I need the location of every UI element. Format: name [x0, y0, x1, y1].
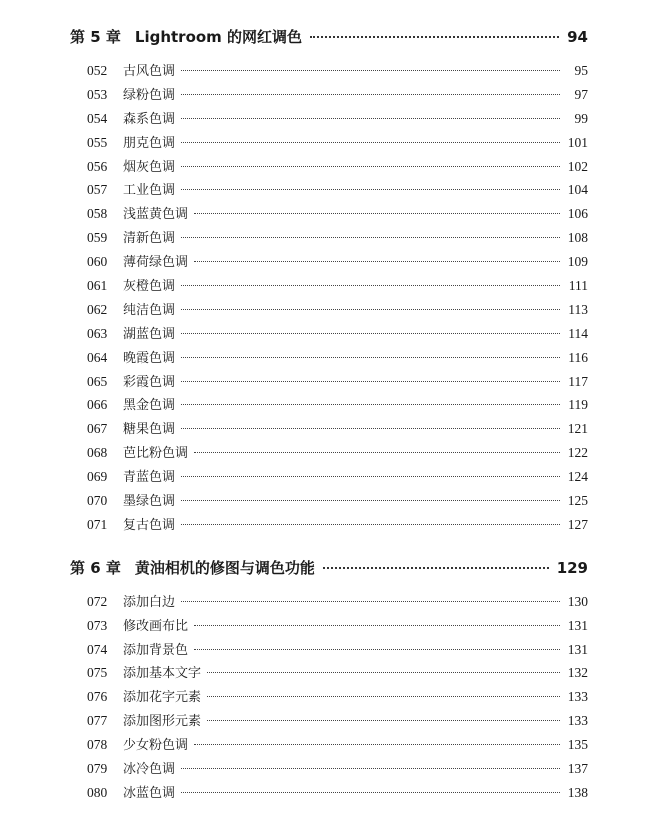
entry-page-number: 104 — [567, 182, 588, 198]
dot-leader — [181, 500, 560, 501]
dot-leader — [181, 70, 560, 71]
dot-leader — [194, 625, 560, 626]
dot-leader — [181, 357, 560, 358]
toc-entry[interactable] — [70, 685, 588, 709]
entry-number: 066 — [87, 397, 108, 413]
entry-number: 079 — [87, 761, 108, 777]
entry-number: 063 — [87, 325, 108, 341]
chapter-number: 第 5 章 — [70, 28, 121, 46]
chapter-entries — [70, 590, 588, 805]
dot-leader — [181, 94, 560, 95]
toc-entry[interactable] — [70, 417, 588, 441]
entry-number: 078 — [87, 737, 108, 753]
dot-leader — [194, 744, 560, 745]
entry-page-number: 95 — [574, 63, 588, 78]
entry-page-number: 124 — [567, 469, 588, 485]
entry-number: 062 — [87, 301, 108, 317]
entry-page-number: 137 — [567, 761, 588, 777]
entry-page-number: 125 — [567, 493, 588, 509]
entry-page-number: 119 — [568, 397, 588, 413]
entry-number: 068 — [87, 445, 108, 461]
entry-title: 少女粉色调 — [123, 738, 189, 754]
entry-title: 添加白边 — [123, 594, 176, 610]
entry-number: 069 — [87, 469, 108, 485]
entry-title: 烟灰色调 — [123, 159, 176, 175]
entry-title: 森系色调 — [123, 111, 176, 127]
entry-title: 添加背景色 — [123, 642, 189, 658]
toc-entry[interactable] — [70, 733, 588, 757]
entry-page-number: 113 — [568, 301, 588, 317]
toc-entry[interactable] — [70, 370, 588, 394]
dot-leader — [181, 524, 560, 525]
dot-leader — [181, 237, 560, 238]
chapter-title: 黄油相机的修图与调色功能 — [134, 558, 315, 577]
entry-page-number: 133 — [567, 713, 588, 729]
entry-title: 芭比粉色调 — [123, 446, 189, 462]
entry-title: 灰橙色调 — [123, 279, 176, 295]
entry-title: 湖蓝色调 — [123, 326, 176, 342]
dot-leader — [181, 792, 560, 793]
dot-leader — [194, 649, 560, 650]
dot-leader — [181, 404, 560, 405]
toc-entry[interactable] — [70, 202, 588, 226]
entry-title: 添加基本文字 — [123, 666, 202, 682]
entry-title: 修改画布比 — [123, 618, 189, 634]
entry-number: 057 — [87, 182, 108, 198]
entry-title: 冰蓝色调 — [123, 785, 176, 801]
toc-entry[interactable] — [70, 781, 588, 805]
toc-entry[interactable] — [70, 322, 588, 346]
entry-number: 075 — [87, 665, 108, 681]
entry-number: 076 — [87, 689, 108, 705]
entry-title: 青蓝色调 — [123, 470, 176, 486]
entry-number: 070 — [87, 493, 108, 509]
entry-page-number: 99 — [574, 110, 588, 126]
toc-entry[interactable] — [70, 59, 588, 83]
dot-leader — [194, 261, 560, 262]
entry-title: 古风色调 — [123, 64, 176, 79]
dot-leader — [323, 567, 549, 569]
entry-page-number: 135 — [567, 737, 588, 753]
entry-page-number: 131 — [567, 641, 588, 657]
toc-entry[interactable] — [70, 83, 588, 107]
chapter-heading[interactable] — [70, 22, 588, 52]
entry-title: 彩霞色调 — [123, 374, 176, 390]
toc-entry[interactable] — [70, 393, 588, 417]
entry-number: 077 — [87, 713, 108, 729]
entry-number: 056 — [87, 158, 108, 174]
toc-entry[interactable] — [70, 614, 588, 638]
chapter-number: 第 6 章 — [70, 558, 121, 577]
dot-leader — [207, 672, 560, 673]
entry-number: 059 — [87, 230, 108, 246]
entry-page-number: 133 — [567, 689, 588, 705]
entry-page-number: 106 — [567, 206, 588, 222]
dot-leader — [181, 381, 560, 382]
toc-entry[interactable] — [70, 250, 588, 274]
chapter-heading[interactable] — [70, 553, 588, 583]
entry-page-number: 114 — [568, 325, 588, 341]
entry-page-number: 102 — [567, 158, 588, 174]
toc-entry[interactable] — [70, 107, 588, 131]
toc-entry[interactable] — [70, 346, 588, 370]
entry-title: 墨绿色调 — [123, 494, 176, 510]
entry-number: 064 — [87, 349, 108, 365]
entry-page-number: 132 — [567, 665, 588, 681]
entry-title: 绿粉色调 — [123, 87, 176, 103]
toc-entry[interactable] — [70, 465, 588, 489]
entry-number: 058 — [87, 206, 108, 222]
entry-number: 053 — [87, 86, 108, 102]
entry-number: 061 — [87, 278, 108, 294]
dot-leader — [207, 696, 560, 697]
entry-page-number: 108 — [567, 230, 588, 246]
dot-leader — [181, 333, 560, 334]
entry-number: 080 — [87, 784, 108, 800]
chapter-page-number: 94 — [567, 28, 588, 46]
dot-leader — [310, 36, 559, 38]
dot-leader — [181, 768, 560, 769]
toc-entry[interactable] — [70, 131, 588, 155]
chapter-title: Lightroom 的网红调色 — [134, 28, 303, 46]
entry-number: 072 — [87, 593, 108, 609]
dot-leader — [181, 166, 560, 167]
entry-number: 065 — [87, 373, 108, 389]
dot-leader — [181, 428, 560, 429]
chapter-entries — [70, 59, 588, 537]
entry-title: 黑金色调 — [123, 398, 176, 414]
entry-number: 074 — [87, 641, 108, 657]
toc-entry[interactable] — [70, 590, 588, 614]
entry-title: 朋克色调 — [123, 135, 176, 151]
entry-title: 工业色调 — [123, 183, 176, 199]
table-of-contents — [70, 22, 588, 805]
dot-leader — [207, 720, 560, 721]
entry-title: 复古色调 — [123, 517, 176, 533]
toc-entry[interactable] — [70, 489, 588, 513]
entry-title: 冰冷色调 — [123, 762, 176, 778]
toc-entry[interactable] — [70, 513, 588, 537]
toc-entry[interactable] — [70, 155, 588, 179]
entry-number: 055 — [87, 134, 108, 150]
toc-entry[interactable] — [70, 274, 588, 298]
toc-entry[interactable] — [70, 638, 588, 662]
entry-page-number: 109 — [567, 254, 588, 270]
entry-page-number: 122 — [567, 445, 588, 461]
dot-leader — [181, 285, 560, 286]
entry-title: 清新色调 — [123, 231, 176, 247]
entry-title: 纯洁色调 — [123, 302, 176, 318]
entry-page-number: 127 — [567, 516, 588, 532]
entry-title: 晚霞色调 — [123, 350, 176, 366]
toc-entry[interactable] — [70, 298, 588, 322]
dot-leader — [181, 601, 560, 602]
entry-number: 067 — [87, 421, 108, 437]
entry-number: 054 — [87, 110, 108, 126]
entry-title: 糖果色调 — [123, 422, 176, 438]
dot-leader — [181, 189, 560, 190]
dot-leader — [194, 213, 560, 214]
toc-entry[interactable] — [70, 661, 588, 685]
entry-title: 薄荷绿色调 — [123, 255, 189, 271]
entry-page-number: 131 — [567, 617, 588, 633]
toc-entry[interactable] — [70, 441, 588, 465]
dot-leader — [194, 452, 560, 453]
entry-page-number: 101 — [567, 134, 588, 150]
chapter-page-number: 129 — [556, 558, 588, 577]
dot-leader — [181, 118, 560, 119]
dot-leader — [181, 476, 560, 477]
entry-number: 060 — [87, 254, 108, 270]
toc-entry[interactable] — [70, 178, 588, 202]
entry-title: 添加图形元素 — [123, 714, 202, 730]
entry-number: 052 — [87, 63, 108, 78]
dot-leader — [181, 142, 560, 143]
entry-page-number: 111 — [568, 278, 588, 294]
dot-leader — [181, 309, 560, 310]
entry-title: 浅蓝黄色调 — [123, 207, 189, 223]
entry-page-number: 138 — [567, 784, 588, 800]
entry-number: 073 — [87, 617, 108, 633]
entry-page-number: 97 — [574, 86, 588, 102]
entry-page-number: 130 — [567, 593, 588, 609]
entry-number: 071 — [87, 516, 108, 532]
entry-page-number: 116 — [568, 349, 588, 365]
toc-entry[interactable] — [70, 226, 588, 250]
entry-title: 添加花字元素 — [123, 690, 202, 706]
entry-page-number: 117 — [568, 373, 588, 389]
toc-entry[interactable] — [70, 709, 588, 733]
entry-page-number: 121 — [567, 421, 588, 437]
toc-entry[interactable] — [70, 757, 588, 781]
